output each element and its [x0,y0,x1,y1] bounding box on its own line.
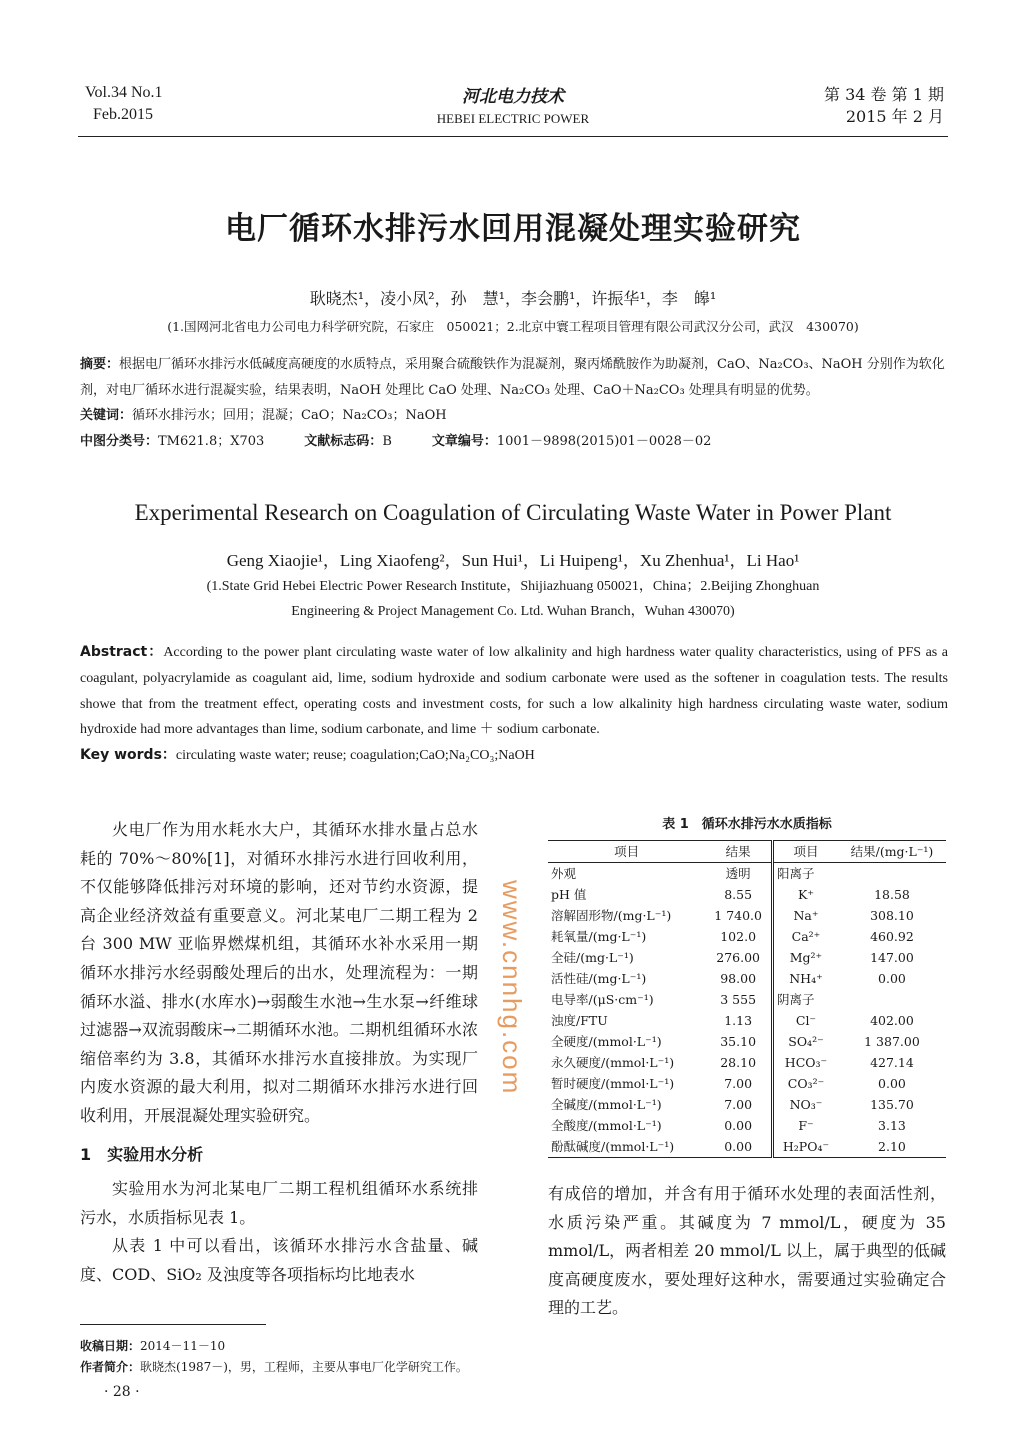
table-cell: Cl⁻ [795,1013,817,1028]
table-cell: 276.00 [705,947,772,968]
table-cell: 2.10 [878,1139,906,1154]
table-cell: NO₃⁻ [789,1097,823,1112]
abstract-en-text: According to the power plant circulating waste water of low alkalinity and high hardness water quality characteristics, using of PFS as a coagulant, polyacrylamide as coagulant aid, lime, sodium hydroxide and sodium carbonate were used as the softener in coagulation tests. The results showe that from the treatment effect, operating costs and investment costs, for such a low alkalinity high hardness circulating waste water, sodium hydroxide had more advantages than lime, sodium carbonate, and lime ＋ sodium carbonate. [80,645,948,738]
keywords-en-label: Key words： [80,747,176,764]
abstract-cn [80,352,948,454]
table-row [548,989,946,1010]
abstract-en [80,640,948,769]
table-row [548,1136,946,1158]
water-quality-table [548,840,946,1158]
received-date: 2014－11－10 [140,1339,226,1353]
table-cell: 308.10 [870,908,914,923]
keywords-label: 关键词： [80,408,133,423]
table-row [548,884,946,905]
table-cell: 147.00 [870,950,914,965]
table-cell: 98.00 [705,968,772,989]
table-cell: 7.00 [705,1094,772,1115]
table-row [548,926,946,947]
table-row [548,1115,946,1136]
page-number: · 28 · [104,1384,140,1400]
table-cell: pH 值 [551,887,587,902]
volume: Vol.34 No.1 [85,84,163,101]
volume-cn: 第 34 卷 第 1 期 [824,85,944,104]
table-cell: 全酸度/(mmol·L⁻¹) [551,1118,662,1133]
table-row [548,1094,946,1115]
paragraph: 实验用水为河北某电厂二期工程机组循环水系统排污水，水质指标见表 1。 [80,1179,478,1227]
table-cell: 1 387.00 [864,1034,920,1049]
table-cell: 全硅/(mg·L⁻¹) [551,950,634,965]
body-left-column [80,816,478,1290]
table-cell: 7.00 [705,1073,772,1094]
authors-cn: 耿晓杰¹，凌小凤²，孙 慧¹，李会鹏¹，许振华¹，李 皞¹ [309,289,717,308]
table-cell: 1 740.0 [705,905,772,926]
table-cell: 1.13 [705,1010,772,1031]
table-cell: 18.58 [874,887,910,902]
table-1 [548,816,946,1158]
table-cell: 8.55 [705,884,772,905]
paragraph: 火电厂作为用水耗水大户，其循环水排水量占总水耗的 70%～80%[1]，对循环水排污水进行回收利用，不仅能够降低排污对环境的影响，还对节约水资源，提高企业经济效益有重要意义。河北某电厂二期工程为 2 台 300 MW 亚临界燃煤机组，其循环水补水采用一期循环水排污水经弱酸处理后的出水，处理流程为：一期循环水溢、排水(水库水)→弱酸生水池→生水泵→纤维球过滤器→双流弱酸床→二期循环水池。二期机组循环水浓缩倍率约为 3.8，其循环水排污水直接排放。为实现厂内废水资源的最大利用，拟对二期循环水排污水进行回收利用，开展混凝处理实验研究。 [80,820,478,1125]
table-row [548,905,946,926]
clc-label: 中图分类号： [80,433,159,449]
table-cell: 0.00 [878,971,906,986]
watermark: www.cnnhg.com [497,880,527,1096]
table-cell: 透明 [705,863,772,885]
affiliation-en [0,574,1026,624]
section-heading: 1 实验用水分析 [80,1144,204,1164]
table-cell: 活性硅/(mg·L⁻¹) [551,971,647,986]
affiliation-en-line2: Engineering & Project Management Co. Ltd. Wuhan Branch，Wuhan 430070) [291,604,735,619]
table-row [548,1052,946,1073]
column-header: 结果/(mg·L⁻¹) [850,844,934,859]
table-cell [838,989,946,1010]
abstract-text: 根据电厂循环水排污水低碱度高硬度的水质特点，采用聚合硫酸铁作为混凝剂，聚丙烯酰胺作为助凝剂，CaO、Na₂CO₃、NaOH 分别作为软化剂，对电厂循环水进行混凝实验，结果表明，NaOH 处理比 CaO 处理、Na₂CO₃ 处理、CaO＋Na₂CO₃ 处理具有明显的优势。 [80,357,945,398]
footnote-rule [80,1324,266,1325]
table-cell: 永久硬度/(mmol·L⁻¹) [551,1055,675,1070]
table-cell: Mg²⁺ [789,950,823,965]
table-cell: 460.92 [870,929,914,944]
article-no: 1001－9898(2015)01－0028－02 [496,433,712,449]
title-cn: 电厂循环水排污水回用混凝处理实验研究 [225,211,801,247]
journal-name-cn: 河北电力技术 [462,87,564,107]
table-cell: 0.00 [878,1076,906,1091]
authors-en: Geng Xiaojie¹，Ling Xiaofeng²，Sun Hui¹，Li Huipeng¹，Xu Zhenhua¹，Li Hao¹ [226,551,800,570]
table-cell [838,863,946,885]
abstract-label: 摘要： [80,357,120,372]
keywords-text: 循环水排污水；回用；混凝；CaO；Na₂CO₃；NaOH [132,408,447,423]
article-no-label: 文章编号： [431,433,497,449]
table-cell: 阴离子 [777,992,815,1007]
table-cell: 暂时硬度/(mmol·L⁻¹) [551,1076,675,1091]
table-row [548,863,946,885]
table-row [548,1073,946,1094]
affiliation-en-line1: (1.State Grid Hebei Electric Power Research Institute，Shijiazhuang 050021，China；2.Beijing Zhonghuan [206,579,820,594]
table-cell: NH₄⁺ [789,971,823,986]
table-cell: F⁻ [798,1118,814,1133]
table-cell: K⁺ [798,887,814,902]
clc: TM621.8；X703 [158,433,265,449]
table-cell: 3.13 [878,1118,906,1133]
table-cell: 0.00 [705,1115,772,1136]
doc-code-label: 文献标志码： [304,433,383,449]
doc-code: B [382,433,392,449]
issue-date: Feb.2015 [93,106,153,123]
table-cell: 3 555 [705,989,772,1010]
affiliation-cn: (1.国网河北省电力公司电力科学研究院，石家庄 050021；2.北京中寰工程项目管理有限公司武汉分公司，武汉 430070) [167,319,859,334]
keywords-en-text: circulating waste water; reuse; coagulation;CaO;Na₂CO₃;NaOH [175,748,535,764]
table-cell: 全硬度/(mmol·L⁻¹) [551,1034,662,1049]
column-header: 项目 [614,844,640,859]
column-header: 项目 [793,844,819,859]
table-row [548,1031,946,1052]
table-cell: 35.10 [705,1031,772,1052]
table-caption: 表 1 循环水排污水水质指标 [662,817,832,832]
table-cell: 酚酞碱度/(mmol·L⁻¹) [551,1139,675,1154]
footnote [80,1336,468,1378]
table-cell: 溶解固形物/(mg·L⁻¹) [551,908,672,923]
paragraph: 从表 1 中可以看出，该循环水排污水含盐量、碱度、COD、SiO₂ 及浊度等各项指标均比地表水 [80,1236,478,1284]
table-row [548,1010,946,1031]
table-cell: HCO₃⁻ [784,1055,828,1070]
table-cell: 全碱度/(mmol·L⁻¹) [551,1097,662,1112]
body-right-column [548,1180,946,1323]
table-cell: 0.00 [705,1136,772,1158]
table-cell: H₂PO₄⁻ [782,1139,830,1154]
table-cell: Ca²⁺ [791,929,821,944]
table-cell: Na⁺ [793,908,819,923]
table-cell: 135.70 [870,1097,914,1112]
volume-info-cn [824,84,944,128]
title-en: Experimental Research on Coagulation of Circulating Waste Water in Power Plant [134,500,892,525]
paragraph: 有成倍的增加，并含有用于循环水处理的表面活性剂，水质污染严重。其碱度为 7 mmol/L，硬度为 35 mmol/L，两者相差 20 mmol/L 以上，属于典型的低碱度高硬度废水，要处理好这种水，需要通过实验确定合理的工艺。 [548,1184,946,1318]
classification-line [80,429,948,455]
table-cell: 外观 [551,866,577,881]
author-bio-label: 作者简介： [80,1360,141,1374]
date-cn: 2015 年 2 月 [845,107,944,126]
table-cell: SO₄²⁻ [788,1034,824,1049]
table-cell: 电导率/(μS·cm⁻¹) [551,992,654,1007]
table-cell: 427.14 [870,1055,914,1070]
header-rule [78,136,948,137]
author-bio: 耿晓杰(1987－)，男，工程师，主要从事电厂化学研究工作。 [140,1360,468,1374]
table-cell: 28.10 [705,1052,772,1073]
table-cell: 耗氧量/(mg·L⁻¹) [551,929,647,944]
table-cell: 402.00 [870,1013,914,1028]
table-cell: 阳离子 [777,866,815,881]
received-label: 收稿日期： [80,1339,141,1353]
table-cell: 102.0 [705,926,772,947]
abstract-en-label: Abstract： [80,644,164,660]
table-cell: CO₃²⁻ [787,1076,825,1091]
table-row [548,968,946,989]
table-row [548,947,946,968]
table-cell: 浊度/FTU [551,1013,608,1028]
column-header: 结果 [705,841,772,863]
journal-name-en: HEBEI ELECTRIC POWER [436,111,590,126]
